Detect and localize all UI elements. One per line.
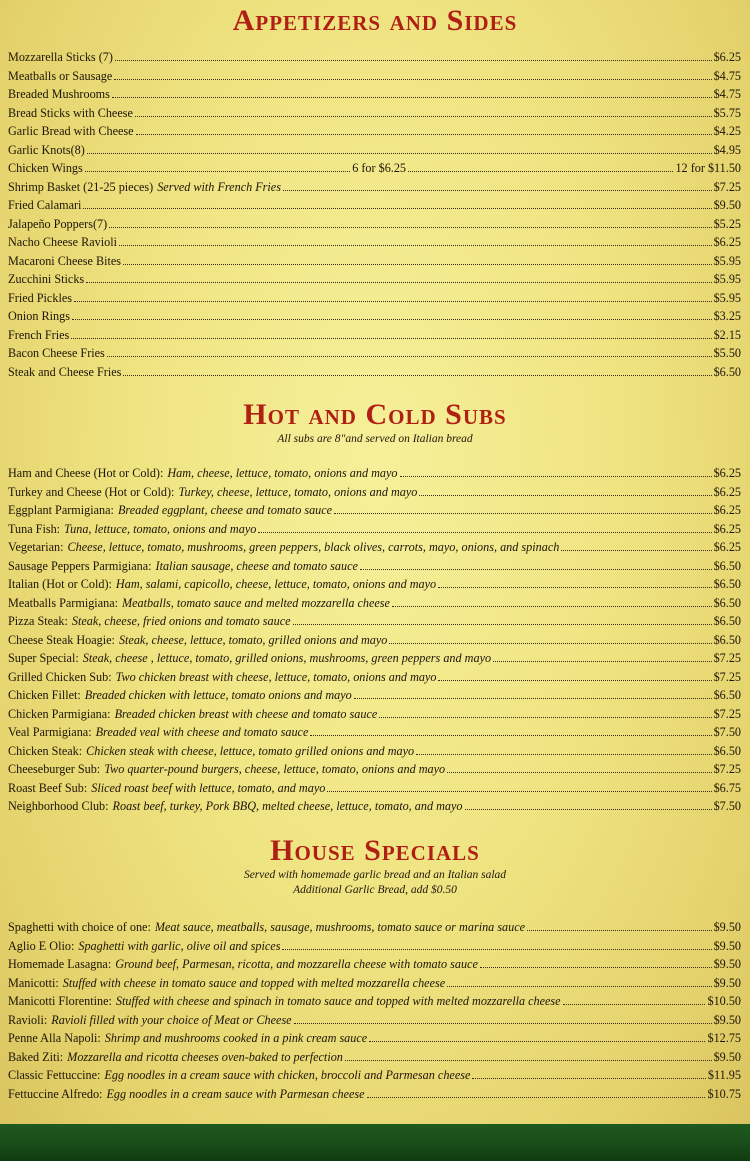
item-description: Stuffed with cheese and spinach in tomato sauce and topped with melted mozzarella cheese — [115, 994, 561, 1008]
item-price: $6.50 — [713, 743, 741, 758]
item-name: Veal Parmigiana: — [8, 725, 92, 739]
item-description: Sliced roast beef with lettuce, tomato, and mayo — [91, 780, 326, 795]
item-name: Aglio E Olio: — [8, 938, 75, 953]
menu-item — [8, 124, 741, 143]
menu-item — [8, 1087, 741, 1106]
item-price: $11.95 — [707, 1068, 741, 1082]
dot-leader — [419, 486, 711, 496]
item-name: Vegetarian: — [8, 540, 64, 554]
menu-item — [8, 1050, 741, 1069]
item-name: Tuna Fish: — [8, 521, 61, 536]
item-price-small: 6 for $6.25 — [352, 161, 407, 175]
dot-leader — [360, 560, 712, 570]
item-name: Bacon Cheese Fries — [8, 346, 105, 360]
item-name: Fried Pickles — [8, 290, 72, 305]
menu-item — [8, 688, 741, 707]
item-name: Chicken Parmigiana: — [8, 706, 111, 721]
dot-leader — [438, 578, 711, 588]
menu-item — [8, 670, 741, 689]
menu-item — [8, 69, 741, 88]
item-price: $6.25 — [713, 235, 741, 249]
dot-leader — [123, 255, 712, 265]
item-description: Turkey, cheese, lettuce, tomato, onions and mayo — [178, 484, 418, 499]
item-description: Two chicken breast with cheese, lettuce, tomato, onions and mayo — [115, 669, 437, 684]
item-description: Cheese, lettuce, tomato, mushrooms, green peppers, black olives, carrots, mayo, onions, and spinach — [67, 540, 560, 554]
menu-item — [8, 87, 741, 106]
item-price: $6.25 — [713, 466, 741, 480]
item-price: $5.25 — [713, 216, 741, 231]
menu-item — [8, 744, 741, 763]
menu-item — [8, 725, 741, 744]
item-name: Pizza Steak: — [8, 614, 68, 628]
item-description: Steak, cheese, lettuce, tomato, grilled onions and mayo — [118, 632, 388, 647]
item-price: $9.50 — [713, 975, 741, 990]
item-name: Spaghetti with choice of one: — [8, 920, 151, 934]
item-price: $6.50 — [713, 688, 741, 702]
menu-item — [8, 217, 741, 236]
item-name: Chicken Wings — [8, 161, 83, 175]
menu-item — [8, 161, 741, 180]
dot-leader — [389, 634, 711, 644]
menu-item — [8, 309, 741, 328]
menu-item — [8, 651, 741, 670]
menu-item — [8, 106, 741, 125]
item-name: Neighborhood Club: — [8, 799, 109, 813]
item-name: Garlic Knots(8) — [8, 142, 85, 157]
dot-leader — [85, 162, 350, 172]
menu-item — [8, 503, 741, 522]
item-description: Egg noodles in a cream sauce with chicken, broccoli and Parmesan cheese — [104, 1068, 471, 1082]
item-price: $7.50 — [713, 725, 741, 739]
menu-item — [8, 577, 741, 596]
item-name: French Fries — [8, 327, 70, 342]
item-name: Chicken Fillet: — [8, 688, 81, 702]
menu-item — [8, 781, 741, 800]
dot-leader — [327, 782, 711, 792]
item-price: $7.25 — [713, 179, 741, 194]
appetizers-section — [0, 4, 750, 38]
footer-bar — [0, 1124, 750, 1161]
item-name: Baked Ziti: — [8, 1049, 64, 1064]
menu-item — [8, 1013, 741, 1032]
item-description: Meatballs, tomato sauce and melted mozzarella cheese — [122, 595, 390, 610]
dot-leader — [72, 310, 712, 320]
item-price: $5.95 — [713, 290, 741, 305]
item-price: $5.95 — [713, 272, 741, 286]
item-name: Manicotti Florentine: — [8, 994, 112, 1008]
item-price: $6.50 — [713, 577, 741, 591]
item-price: $4.95 — [713, 142, 741, 157]
dot-leader — [109, 218, 711, 228]
item-description: Breaded chicken with lettuce, tomato onions and mayo — [84, 688, 352, 702]
dot-leader — [400, 467, 712, 477]
dot-leader — [561, 541, 711, 551]
item-price: $4.25 — [713, 124, 741, 138]
item-price: $10.50 — [707, 994, 741, 1008]
specials-subtitle-2: Additional Garlic Bread, add $0.50 — [293, 884, 457, 896]
item-name: Steak and Cheese Fries — [8, 364, 122, 379]
menu-item — [8, 957, 741, 976]
dot-leader — [293, 615, 712, 625]
item-name: Italian (Hot or Cold): — [8, 577, 112, 591]
item-price: $6.25 — [713, 503, 741, 517]
dot-leader — [408, 162, 673, 172]
item-name: Breaded Mushrooms — [8, 87, 110, 101]
dot-leader — [447, 977, 711, 987]
menu-item — [8, 559, 741, 578]
menu-item — [8, 466, 741, 485]
dot-leader — [294, 1014, 712, 1024]
item-price: $6.50 — [713, 595, 741, 610]
item-name: Meatballs or Sausage — [8, 68, 113, 83]
menu-item — [8, 522, 741, 541]
item-name: Shrimp Basket (21-25 pieces) — [8, 179, 154, 194]
subs-title: Hot and Cold Subs — [243, 398, 507, 431]
menu-item — [8, 762, 741, 781]
item-price: $3.25 — [713, 309, 741, 323]
menu-item — [8, 1031, 741, 1050]
item-price: $6.25 — [713, 540, 741, 554]
dot-leader — [369, 1032, 705, 1042]
item-price: $4.75 — [713, 87, 741, 101]
item-name: Macaroni Cheese Bites — [8, 253, 122, 268]
dot-leader — [119, 236, 712, 246]
menu-item — [8, 485, 741, 504]
item-description: Spaghetti with garlic, olive oil and spices — [78, 938, 281, 953]
dot-leader — [136, 125, 712, 135]
item-price: $2.15 — [713, 327, 741, 342]
specials-subtitle-1: Served with homemade garlic bread and an Italian salad — [243, 869, 507, 881]
menu-item — [8, 707, 741, 726]
specials-list — [8, 920, 741, 1105]
item-name: Homemade Lasagna: — [8, 957, 112, 971]
item-price: $6.25 — [713, 521, 741, 536]
item-price: $6.50 — [713, 632, 741, 647]
item-name: Turkey and Cheese (Hot or Cold): — [8, 484, 175, 499]
item-name: Bread Sticks with Cheese — [8, 105, 133, 120]
dot-leader — [310, 726, 711, 736]
item-name: Fettuccine Alfredo: — [8, 1086, 103, 1101]
item-name: Cheese Steak Hoagie: — [8, 632, 115, 647]
item-name: Sausage Peppers Parmigiana: — [8, 558, 152, 573]
item-description: Ravioli filled with your choice of Meat or Cheese — [51, 1012, 292, 1027]
item-description: Two quarter-pound burgers, cheese, lettuce, tomato, onions and mayo — [104, 762, 446, 776]
item-price: $5.50 — [713, 346, 741, 360]
menu-item — [8, 920, 741, 939]
item-description: Breaded eggplant, cheese and tomato sauce — [117, 503, 333, 517]
item-name: Meatballs Parmigiana: — [8, 595, 118, 610]
item-name: Zucchini Sticks — [8, 272, 85, 286]
dot-leader — [258, 523, 711, 533]
item-description: Stuffed with cheese in tomato sauce and topped with melted mozzarella cheese — [62, 975, 446, 990]
menu-item — [8, 254, 741, 273]
appetizers-title: Appetizers and Sides — [232, 4, 518, 37]
item-name: Nacho Cheese Ravioli — [8, 235, 117, 249]
item-price: $7.25 — [713, 706, 741, 721]
dot-leader — [465, 800, 712, 810]
item-name: Roast Beef Sub: — [8, 780, 88, 795]
item-name: Eggplant Parmigiana: — [8, 503, 114, 517]
menu-item — [8, 346, 741, 365]
menu-item — [8, 1068, 741, 1087]
item-price: $9.50 — [713, 198, 741, 212]
menu-item — [8, 976, 741, 995]
item-description: Chicken steak with cheese, lettuce, tomato grilled onions and mayo — [86, 743, 415, 758]
item-price: $10.75 — [707, 1086, 741, 1101]
menu-item — [8, 614, 741, 633]
item-price: $9.50 — [713, 957, 741, 971]
menu-item — [8, 540, 741, 559]
item-description: Roast beef, turkey, Pork BBQ, melted cheese, lettuce, tomato, and mayo — [112, 799, 463, 813]
item-price: $7.25 — [713, 669, 741, 684]
dot-leader — [345, 1051, 712, 1061]
item-price: $7.25 — [713, 762, 741, 776]
appetizers-list — [8, 50, 741, 383]
menu-item — [8, 365, 741, 384]
item-price: $12.75 — [707, 1031, 741, 1045]
dot-leader — [87, 144, 712, 154]
item-name: Penne Alla Napoli: — [8, 1031, 101, 1045]
item-description: Shrimp and mushrooms cooked in a pink cream sauce — [104, 1031, 368, 1045]
subs-list — [8, 466, 741, 818]
dot-leader — [334, 504, 711, 514]
menu-item — [8, 328, 741, 347]
dot-leader — [480, 958, 712, 968]
subs-section — [0, 398, 750, 447]
item-name: Cheeseburger Sub: — [8, 762, 101, 776]
item-description: Ham, salami, capicollo, cheese, lettuce, tomato, onions and mayo — [115, 577, 437, 591]
item-price: $9.50 — [713, 1049, 741, 1064]
item-price: $9.50 — [713, 1012, 741, 1027]
dot-leader — [438, 671, 711, 681]
specials-title: House Specials — [270, 834, 480, 867]
dot-leader — [472, 1069, 706, 1079]
menu-item — [8, 198, 741, 217]
dot-leader — [416, 745, 711, 755]
dot-leader — [114, 70, 711, 80]
dot-leader — [563, 995, 706, 1005]
item-name: Ham and Cheese (Hot or Cold): — [8, 466, 164, 480]
item-description: Tuna, lettuce, tomato, onions and mayo — [64, 521, 257, 536]
item-description: Ground beef, Parmesan, ricotta, and mozzarella cheese with tomato sauce — [115, 957, 478, 971]
dot-leader — [354, 689, 712, 699]
menu-item — [8, 50, 741, 69]
item-description: Steak, cheese, fried onions and tomato sauce — [71, 614, 291, 628]
item-price: $5.75 — [713, 105, 741, 120]
menu-item — [8, 939, 741, 958]
item-price: $6.25 — [713, 484, 741, 499]
menu-item — [8, 272, 741, 291]
item-price: $6.75 — [713, 780, 741, 795]
dot-leader — [282, 940, 711, 950]
dot-leader — [123, 366, 711, 376]
item-price: $7.50 — [713, 799, 741, 813]
item-name: Garlic Bread with Cheese — [8, 124, 134, 138]
item-name: Super Special: — [8, 651, 79, 665]
item-description: Mozzarella and ricotta cheeses oven-baked to perfection — [67, 1049, 343, 1064]
menu-item — [8, 143, 741, 162]
menu-item — [8, 596, 741, 615]
dot-leader — [493, 652, 712, 662]
item-description: Served with French Fries — [157, 179, 281, 194]
dot-leader — [283, 181, 712, 191]
dot-leader — [447, 763, 711, 773]
item-name: Onion Rings — [8, 309, 70, 323]
dot-leader — [379, 708, 711, 718]
item-price: $6.50 — [713, 558, 741, 573]
menu-item — [8, 291, 741, 310]
item-description: Meat sauce, meatballs, sausage, mushrooms, tomato sauce or marina sauce — [154, 920, 526, 934]
item-description: Breaded chicken breast with cheese and tomato sauce — [114, 706, 378, 721]
item-price: $6.25 — [713, 50, 741, 64]
item-name: Fried Calamari — [8, 198, 82, 212]
item-price: 12 for $11.50 — [675, 161, 742, 175]
dot-leader — [392, 597, 712, 607]
menu-item — [8, 235, 741, 254]
menu-item — [8, 633, 741, 652]
menu-item — [8, 799, 741, 818]
item-name: Chicken Steak: — [8, 743, 83, 758]
dot-leader — [135, 107, 712, 117]
item-name: Mozzarella Sticks (7) — [8, 50, 113, 64]
item-description: Breaded veal with cheese and tomato sauce — [95, 725, 309, 739]
dot-leader — [115, 51, 712, 61]
item-price: $9.50 — [713, 938, 741, 953]
dot-leader — [527, 921, 712, 931]
menu-item — [8, 180, 741, 199]
item-price: $7.25 — [713, 651, 741, 665]
menu-item — [8, 994, 741, 1013]
item-description: Italian sausage, cheese and tomato sauce — [155, 558, 358, 573]
item-name: Manicotti: — [8, 975, 59, 990]
item-price: $4.75 — [713, 68, 741, 83]
dot-leader — [71, 329, 711, 339]
item-price: $5.95 — [713, 253, 741, 268]
specials-section — [0, 834, 750, 898]
item-name: Grilled Chicken Sub: — [8, 669, 112, 684]
item-price: $6.50 — [713, 614, 741, 628]
dot-leader — [112, 88, 712, 98]
dot-leader — [367, 1088, 706, 1098]
dot-leader — [74, 292, 712, 302]
item-price: $9.50 — [713, 920, 741, 934]
item-name: Jalapeño Poppers(7) — [8, 216, 108, 231]
dot-leader — [107, 347, 712, 357]
dot-leader — [86, 273, 711, 283]
item-name: Ravioli: — [8, 1012, 48, 1027]
dot-leader — [83, 199, 711, 209]
item-description: Ham, cheese, lettuce, tomato, onions and mayo — [167, 466, 398, 480]
subs-subtitle: All subs are 8"and served on Italian bread — [277, 433, 473, 445]
item-name: Classic Fettuccine: — [8, 1068, 101, 1082]
item-description: Egg noodles in a cream sauce with Parmesan cheese — [106, 1086, 365, 1101]
item-price: $6.50 — [713, 364, 741, 379]
item-description: Steak, cheese , lettuce, tomato, grilled onions, mushrooms, green peppers and mayo — [82, 651, 492, 665]
